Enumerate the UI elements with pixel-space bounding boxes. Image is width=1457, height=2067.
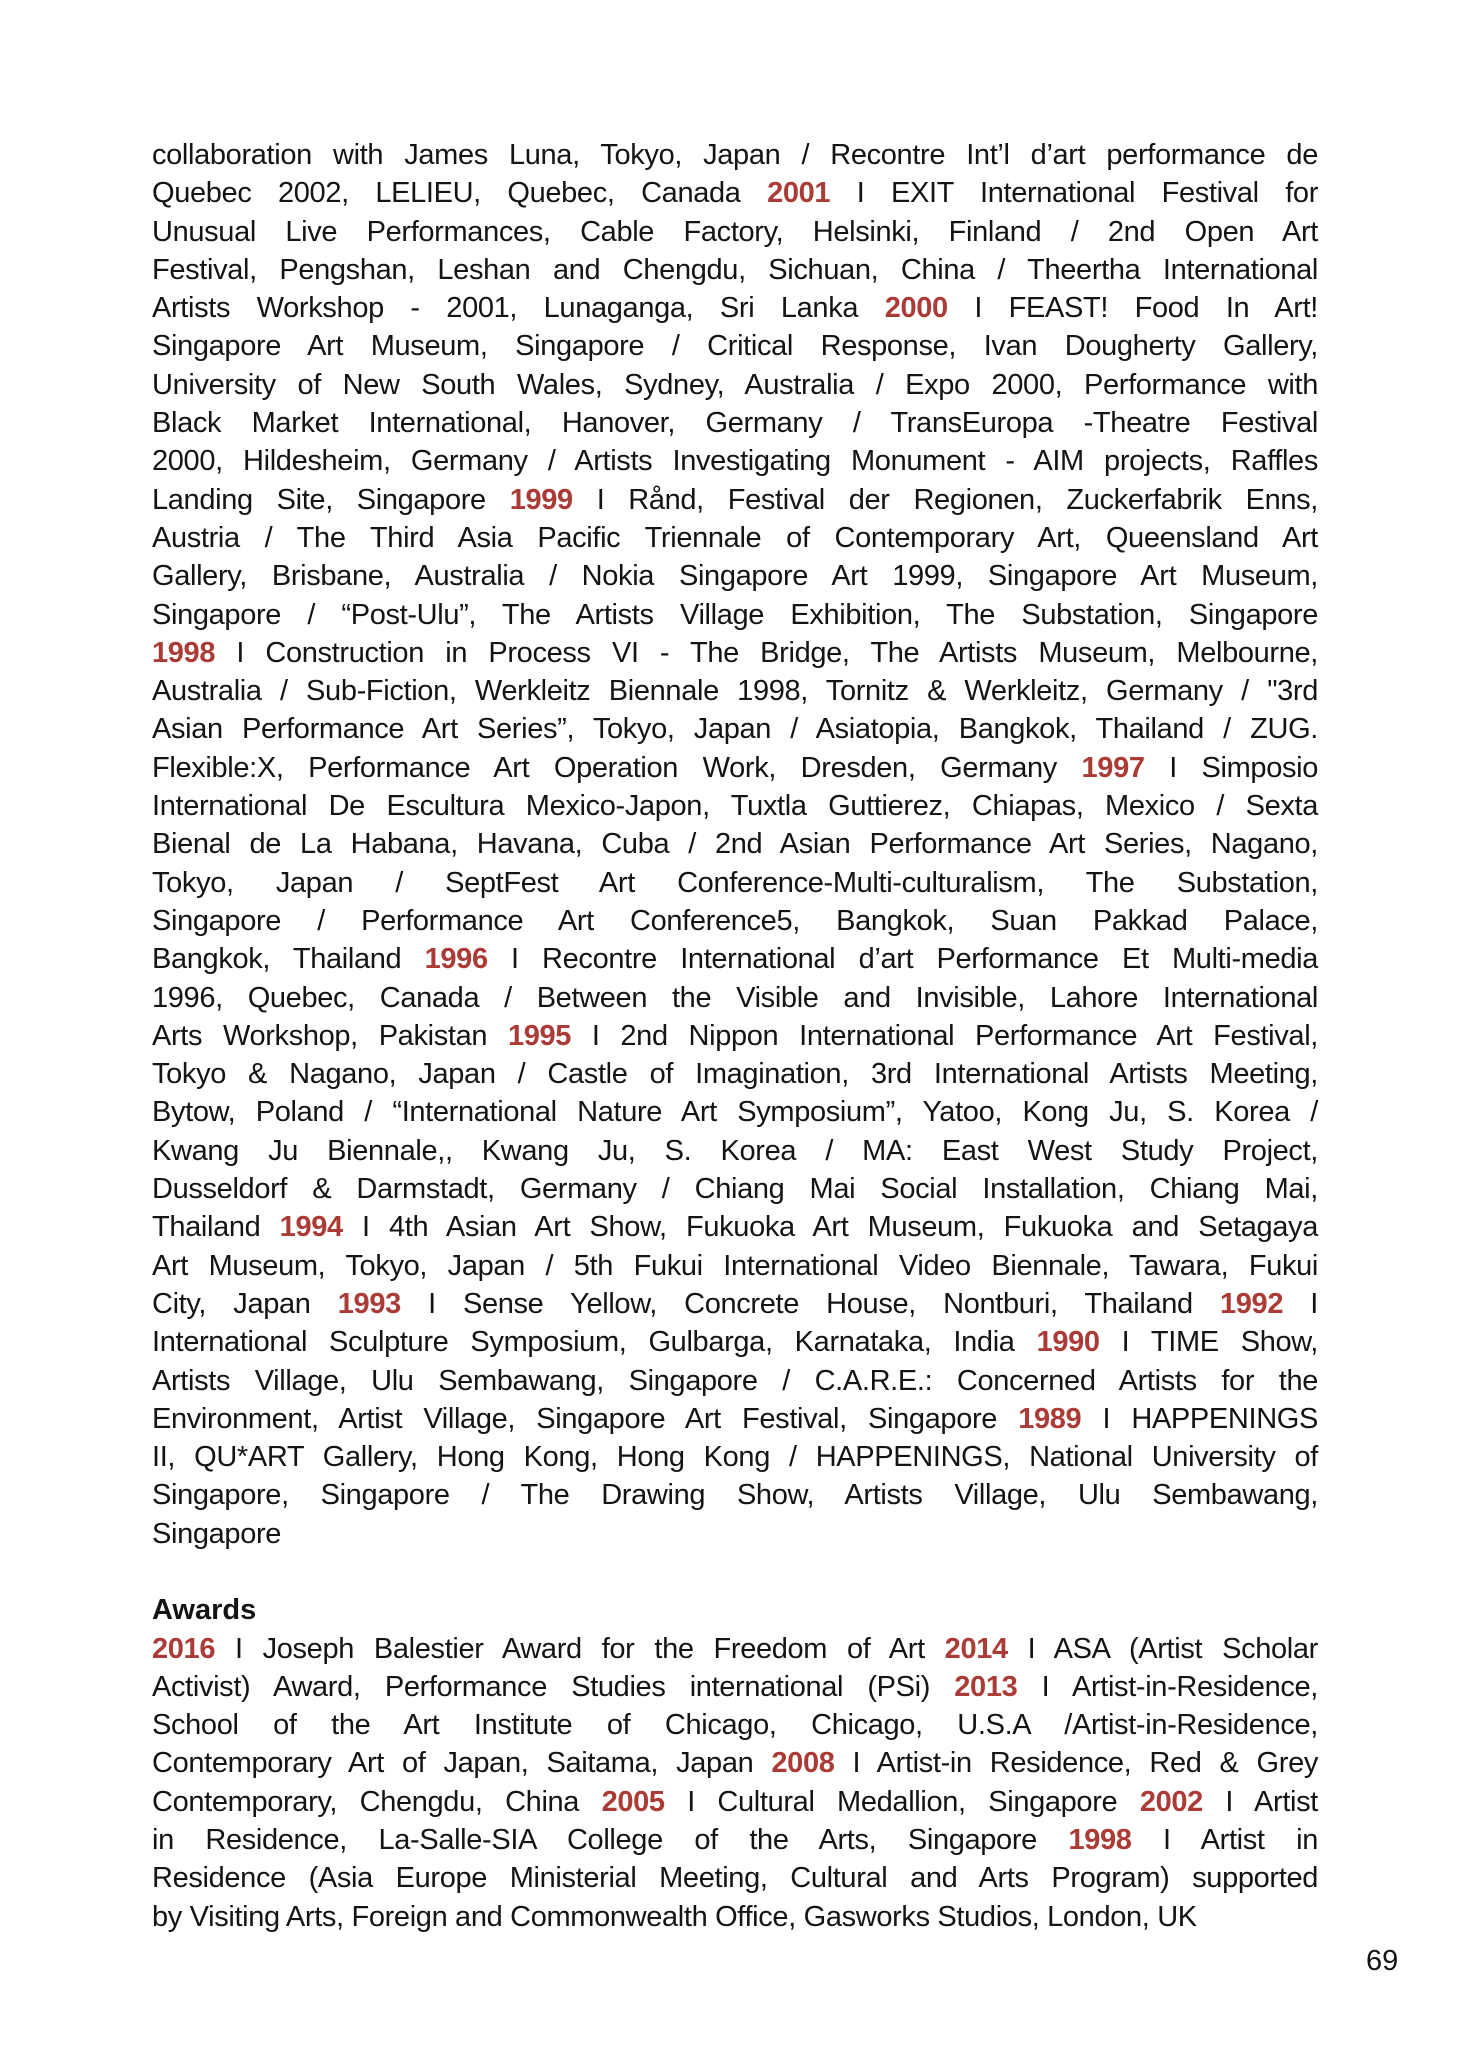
year-marker: 1989 <box>1018 1402 1082 1435</box>
text-segment: Singapore, Singapore / The Drawing Show, Artists Village, Ulu Sembawang, <box>152 1479 1318 1512</box>
text-segment: Bytow, Poland / “International Nature Art Symposium”, Yatoo, Kong Ju, S. Korea / <box>152 1096 1318 1129</box>
year-marker: 2001 <box>767 177 831 210</box>
text-segment: I Recontre International d’art Performance Et Multi-media <box>487 943 1318 976</box>
text-segment: Arts Workshop, Pakistan <box>152 1019 508 1052</box>
exhibitions-line <box>152 1400 1318 1438</box>
year-marker: 1997 <box>1081 751 1145 784</box>
text-segment: I Cultural Medallion, Singapore <box>664 1785 1140 1818</box>
exhibitions-line-text <box>152 1515 1318 1553</box>
text-segment: Singapore Art Museum, Singapore / Critical Response, Ivan Dougherty Gallery, <box>152 330 1318 363</box>
awards-line-text <box>152 1744 1318 1782</box>
year-marker: 2008 <box>771 1747 835 1780</box>
exhibitions-line <box>152 1017 1318 1055</box>
text-segment: I Construction in Process VI - The Bridge, The Artists Museum, Melbourne, <box>215 636 1318 669</box>
exhibitions-line <box>152 442 1318 480</box>
text-segment: Singapore / Performance Art Conference5, Bangkok, Suan Pakkad Palace, <box>152 904 1318 937</box>
exhibitions-line-text <box>152 1170 1318 1208</box>
exhibitions-line-text <box>152 1362 1318 1400</box>
text-segment: I Joseph Balestier Award for the Freedom of Art <box>215 1632 945 1665</box>
year-marker: 2014 <box>944 1632 1008 1665</box>
exhibitions-paragraph <box>152 136 1318 1553</box>
year-marker: 1998 <box>1068 1824 1132 1857</box>
exhibitions-line-text <box>152 442 1318 480</box>
awards-line-text <box>152 1706 1318 1744</box>
text-segment: Austria / The Third Asia Pacific Triennale of Contemporary Art, Queensland Art <box>152 521 1318 554</box>
section-spacer <box>152 1553 1318 1591</box>
exhibitions-line-text <box>152 940 1318 978</box>
awards-line-text <box>152 1821 1318 1859</box>
exhibitions-line-text <box>152 1017 1318 1055</box>
exhibitions-line-text <box>152 1476 1318 1514</box>
exhibitions-line <box>152 1515 1318 1553</box>
text-segment: Artists Village, Ulu Sembawang, Singapore / C.A.R.E.: Concerned Artists for the <box>152 1364 1318 1397</box>
text-segment: I HAPPENINGS <box>1081 1402 1319 1435</box>
awards-line-text <box>152 1898 1318 1936</box>
exhibitions-line-text <box>152 289 1318 327</box>
text-segment: Festival, Pengshan, Leshan and Chengdu, Sichuan, China / Theertha International <box>152 253 1318 286</box>
exhibitions-line-text <box>152 864 1318 902</box>
year-marker: 2016 <box>152 1632 216 1665</box>
text-segment: I Artist-in-Residence, <box>1017 1670 1318 1703</box>
text-segment: I Rånd, Festival der Regionen, Zuckerfabrik Enns, <box>572 483 1318 516</box>
exhibitions-line <box>152 213 1318 251</box>
awards-line <box>152 1668 1318 1706</box>
text-segment: University of New South Wales, Sydney, Australia / Expo 2000, Performance with <box>152 368 1318 401</box>
text-segment: Singapore <box>152 1517 282 1550</box>
exhibitions-line <box>152 979 1318 1017</box>
year-marker: 1994 <box>279 1211 343 1244</box>
text-segment: Kwang Ju Biennale,, Kwang Ju, S. Korea / MA: East West Study Project, <box>152 1134 1318 1167</box>
exhibitions-line-text <box>152 1285 1318 1323</box>
exhibitions-line-text <box>152 1055 1318 1093</box>
exhibitions-line-text <box>152 174 1318 212</box>
text-segment: International De Escultura Mexico-Japon, Tuxtla Guttierez, Chiapas, Mexico / Sexta <box>152 790 1318 823</box>
exhibitions-line-text <box>152 557 1318 595</box>
exhibitions-line-text <box>152 902 1318 940</box>
awards-line-text <box>152 1859 1318 1897</box>
year-marker: 2013 <box>954 1670 1018 1703</box>
text-segment: Tokyo & Nagano, Japan / Castle of Imagination, 3rd International Artists Meeting, <box>152 1058 1318 1091</box>
exhibitions-line-text <box>152 749 1318 787</box>
exhibitions-line <box>152 366 1318 404</box>
exhibitions-line <box>152 327 1318 365</box>
text-segment: Residence (Asia Europe Ministerial Meeting, Cultural and Arts Program) supported <box>152 1862 1318 1895</box>
text-segment: Artists Workshop - 2001, Lunaganga, Sri Lanka <box>152 292 885 325</box>
exhibitions-line <box>152 1170 1318 1208</box>
exhibitions-line <box>152 825 1318 863</box>
exhibitions-line-text <box>152 327 1318 365</box>
exhibitions-line <box>152 1438 1318 1476</box>
text-segment: Art Museum, Tokyo, Japan / 5th Fukui International Video Biennale, Tawara, Fukui <box>152 1249 1318 1282</box>
exhibitions-line <box>152 1285 1318 1323</box>
exhibitions-line-text <box>152 366 1318 404</box>
body-text <box>152 136 1318 1936</box>
text-segment: collaboration with James Luna, Tokyo, Japan / Recontre Int’l d’art performance de <box>152 139 1318 171</box>
exhibitions-line <box>152 519 1318 557</box>
text-segment: Australia / Sub-Fiction, Werkleitz Biennale 1998, Tornitz & Werkleitz, Germany / "3rd <box>152 675 1318 708</box>
exhibitions-line <box>152 174 1318 212</box>
text-segment: I EXIT International Festival for <box>830 177 1319 210</box>
awards-line <box>152 1706 1318 1744</box>
exhibitions-line-text <box>152 1438 1318 1476</box>
exhibitions-line-text <box>152 1247 1318 1285</box>
text-segment: I Artist in <box>1131 1824 1318 1857</box>
exhibitions-line-text <box>152 481 1318 519</box>
text-segment: I Artist-in Residence, Red & Grey <box>834 1747 1318 1780</box>
year-marker: 2005 <box>601 1785 665 1818</box>
text-segment: I <box>1283 1287 1319 1320</box>
text-segment: Asian Performance Art Series”, Tokyo, Japan / Asiatopia, Bangkok, Thailand / ZUG. <box>152 713 1318 746</box>
exhibitions-line <box>152 1247 1318 1285</box>
text-segment: by Visiting Arts, Foreign and Commonwealth Office, Gasworks Studios, London, UK <box>152 1900 1197 1933</box>
exhibitions-line <box>152 940 1318 978</box>
text-segment: School of the Art Institute of Chicago, Chicago, U.S.A /Artist-in-Residence, <box>152 1709 1318 1742</box>
page-number: 69 <box>1366 1945 1399 1977</box>
exhibitions-line-text <box>152 787 1318 825</box>
exhibitions-line <box>152 902 1318 940</box>
exhibitions-line <box>152 481 1318 519</box>
exhibitions-line <box>152 672 1318 710</box>
exhibitions-line <box>152 634 1318 672</box>
text-segment: Activist) Award, Performance Studies international (PSi) <box>152 1670 955 1703</box>
year-marker: 1993 <box>337 1287 401 1320</box>
exhibitions-line <box>152 749 1318 787</box>
exhibitions-line <box>152 1055 1318 1093</box>
text-segment: Tokyo, Japan / SeptFest Art Conference-Multi-culturalism, The Substation, <box>152 866 1318 899</box>
exhibitions-line-text <box>152 672 1318 710</box>
exhibitions-line <box>152 557 1318 595</box>
exhibitions-line-text <box>152 1132 1318 1170</box>
year-marker: 2000 <box>884 292 948 325</box>
text-segment: I Sense Yellow, Concrete House, Nontburi, Thailand <box>400 1287 1220 1320</box>
exhibitions-line <box>152 136 1318 174</box>
text-segment: Flexible:X, Performance Art Operation Work, Dresden, Germany <box>152 751 1082 784</box>
exhibitions-line-text <box>152 404 1318 442</box>
text-segment: Gallery, Brisbane, Australia / Nokia Singapore Art 1999, Singapore Art Museum, <box>152 560 1318 593</box>
text-segment: Quebec 2002, LELIEU, Quebec, Canada <box>152 177 768 210</box>
exhibitions-line-text <box>152 1323 1318 1361</box>
exhibitions-line <box>152 404 1318 442</box>
text-segment: Bangkok, Thailand <box>152 943 425 976</box>
exhibitions-line <box>152 1093 1318 1131</box>
awards-line <box>152 1744 1318 1782</box>
year-marker: 1990 <box>1036 1326 1100 1359</box>
awards-line-text <box>152 1630 1318 1668</box>
exhibitions-line <box>152 787 1318 825</box>
exhibitions-line <box>152 289 1318 327</box>
text-segment: Environment, Artist Village, Singapore Art Festival, Singapore <box>152 1402 1019 1435</box>
exhibitions-line <box>152 864 1318 902</box>
year-marker: 2002 <box>1139 1785 1203 1818</box>
exhibitions-line-text <box>152 979 1318 1017</box>
exhibitions-line <box>152 1208 1318 1246</box>
year-marker: 1999 <box>509 483 573 516</box>
exhibitions-line <box>152 1323 1318 1361</box>
text-segment: Contemporary, Chengdu, China <box>152 1785 602 1818</box>
exhibitions-line-text <box>152 213 1318 251</box>
exhibitions-line-text <box>152 634 1318 672</box>
text-segment: International Sculpture Symposium, Gulbarga, Karnataka, India <box>152 1326 1037 1359</box>
text-segment: 1996, Quebec, Canada / Between the Visible and Invisible, Lahore International <box>152 981 1318 1014</box>
text-segment: I TIME Show, <box>1099 1326 1318 1359</box>
exhibitions-line-text <box>152 710 1318 748</box>
awards-line <box>152 1630 1318 1668</box>
year-marker: 1995 <box>507 1019 572 1052</box>
year-marker: 1996 <box>424 943 488 976</box>
text-segment: I Simposio <box>1144 751 1319 784</box>
exhibitions-line <box>152 710 1318 748</box>
awards-paragraph <box>152 1630 1318 1936</box>
text-segment: I 4th Asian Art Show, Fukuoka Art Museum, Fukuoka and Setagaya <box>342 1211 1318 1244</box>
text-segment: Thailand <box>152 1211 280 1244</box>
text-segment: Bienal de La Habana, Havana, Cuba / 2nd Asian Performance Art Series, Nagano, <box>152 828 1318 861</box>
awards-line <box>152 1783 1318 1821</box>
awards-heading: Awards <box>152 1594 257 1627</box>
text-segment: Unusual Live Performances, Cable Factory, Helsinki, Finland / 2nd Open Art <box>152 215 1318 248</box>
text-segment: II, QU*ART Gallery, Hong Kong, Hong Kong / HAPPENINGS, National University of <box>152 1441 1318 1474</box>
exhibitions-line <box>152 1476 1318 1514</box>
exhibitions-line-text <box>152 825 1318 863</box>
exhibitions-line-text <box>152 1400 1318 1438</box>
awards-line <box>152 1898 1318 1936</box>
exhibitions-line <box>152 1362 1318 1400</box>
awards-line <box>152 1859 1318 1897</box>
text-segment: in Residence, La-Salle-SIA College of the Arts, Singapore <box>152 1824 1069 1857</box>
exhibitions-line-text <box>152 596 1318 634</box>
awards-line-text <box>152 1783 1318 1821</box>
text-segment: 2000, Hildesheim, Germany / Artists Investigating Monument - AIM projects, Raffles <box>152 445 1318 478</box>
exhibitions-line-text <box>152 1093 1318 1131</box>
text-segment: Dusseldorf & Darmstadt, Germany / Chiang Mai Social Installation, Chiang Mai, <box>152 1173 1318 1206</box>
text-segment: I FEAST! Food In Art! <box>947 292 1318 325</box>
text-segment: Black Market International, Hanover, Germany / TransEuropa -Theatre Festival <box>152 407 1318 440</box>
text-segment: City, Japan <box>152 1287 338 1320</box>
text-segment: Contemporary Art of Japan, Saitama, Japan <box>152 1747 772 1780</box>
text-segment: I Artist <box>1202 1785 1319 1818</box>
exhibitions-line-text <box>152 251 1318 289</box>
text-segment: I 2nd Nippon International Performance Art Festival, <box>571 1019 1318 1052</box>
exhibitions-line-text <box>152 136 1318 174</box>
exhibitions-line <box>152 596 1318 634</box>
exhibitions-line-text <box>152 1208 1318 1246</box>
exhibitions-line-text <box>152 519 1318 557</box>
exhibitions-line <box>152 251 1318 289</box>
awards-line <box>152 1821 1318 1859</box>
exhibitions-line <box>152 1132 1318 1170</box>
text-segment: I ASA (Artist Scholar <box>1007 1632 1318 1665</box>
year-marker: 1992 <box>1219 1287 1284 1320</box>
text-segment: Landing Site, Singapore <box>152 483 510 516</box>
year-marker: 1998 <box>152 636 216 669</box>
awards-line-text <box>152 1668 1318 1706</box>
text-segment: Singapore / “Post-Ulu”, The Artists Village Exhibition, The Substation, Singapore <box>152 598 1318 631</box>
